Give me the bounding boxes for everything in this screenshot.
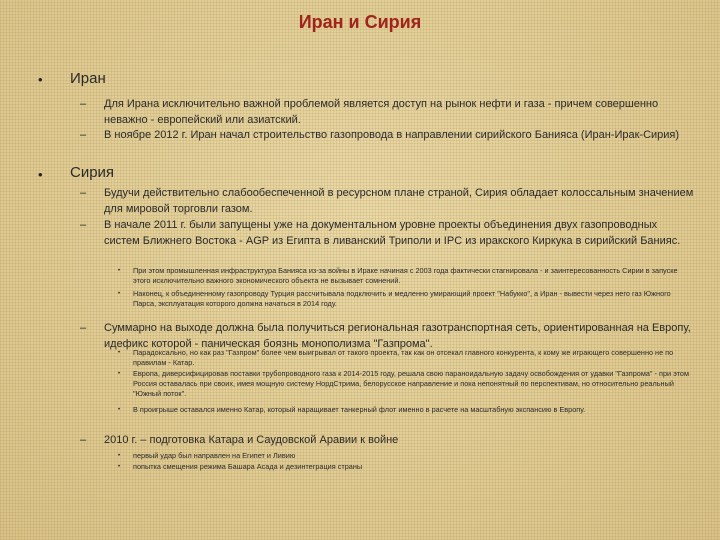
bullet: • xyxy=(118,464,121,470)
syria-item-3-sub-2: Европа, диверсифицировав поставки трубопроводного газа к 2014-2015 году, решала свою параноидальную задачу освобождения от удавки "Газпрома" - при этом Россия оставалась при своих, имея мощную систему НордСтрима, белорусское направление и пока непонятный по перспективам, но относительно реальный "Южный поток". xyxy=(133,369,689,398)
bullet: • xyxy=(118,268,121,274)
syria-item-4-sub-1: первый удар был направлен на Египет и Ливию xyxy=(133,451,296,460)
iran-item-1: Для Ирана исключительно важной проблемой является доступ на рынок нефти и газа - причем совершенно неважно - европейский или азиатский. xyxy=(104,98,659,126)
dash: – xyxy=(80,129,87,141)
section-heading-iran: Иран xyxy=(70,70,106,87)
bullet: • xyxy=(118,407,121,413)
syria-item-4-sub-2: попытка смещения режима Башара Асада и дезинтеграция страны xyxy=(133,462,363,471)
bullet: • xyxy=(38,167,43,182)
syria-item-2-sub-1: При этом промышленная инфраструктура Банияса из-за войны в Ираке начиная с 2003 года фактически стагнировала - и заинтересованность Сирии в запуске этого исключительно важного экономического объекта не вызывает сомнений. xyxy=(133,266,678,285)
syria-item-3: Суммарно на выходе должна была получиться региональная газотранспортная сеть, ориентированная на Европу, идефикс которой - паническая боязнь монополизма "Газпрома". xyxy=(104,322,691,350)
bullet: • xyxy=(118,371,121,377)
iran-item-2: В ноябре 2012 г. Иран начал строительство газопровода в направлении сирийского Банияса (Иран-Ирак-Сирия) xyxy=(104,129,680,141)
syria-item-1: Будучи действительно слабообеспеченной в ресурсном плане страной, Сирия обладает колоссальным значением для мировой торговли газом. xyxy=(104,187,694,215)
bullet: • xyxy=(118,291,121,297)
syria-item-3-sub-3: В проигрыше оставался именно Катар, который наращивает танкерный флот именно в расчете на масштабную экспансию в Европу. xyxy=(133,405,586,414)
slide-title: Иран и Сирия xyxy=(298,12,422,32)
dash: – xyxy=(80,219,87,231)
section-heading-syria: Сирия xyxy=(70,164,115,181)
dash: – xyxy=(80,98,87,110)
syria-item-2-sub-2: Наконец, к объединенному газопроводу Турция рассчитывала подключить и медленно умирающий проект "Набукко", а Иран - вывести через него газ Южного Парса, эксплуатация которого должна начаться в 2014 году. xyxy=(133,289,671,308)
bullet: • xyxy=(118,350,121,356)
dash: – xyxy=(80,322,87,334)
syria-item-4: 2010 г. – подготовка Катара и Саудовской Аравии к войне xyxy=(104,434,399,446)
dash: – xyxy=(80,434,87,446)
bullet: • xyxy=(38,72,43,87)
dash: – xyxy=(80,187,87,199)
syria-item-2: В начале 2011 г. были запущены уже на документальном уровне проекты объединения двух газопроводных систем Ближнего Востока - AGP из Египта в ливанский Триполи и IPC из иракского Киркука в сирийский Банияс. xyxy=(104,219,681,247)
bullet: • xyxy=(118,453,121,459)
syria-item-3-sub-1: Парадоксально, но как раз "Газпром" более чем выигрывал от такого проекта, так как он отсекал главного конкурента, к кому же играющего совершенно не по правилам - Катар. xyxy=(133,348,674,367)
